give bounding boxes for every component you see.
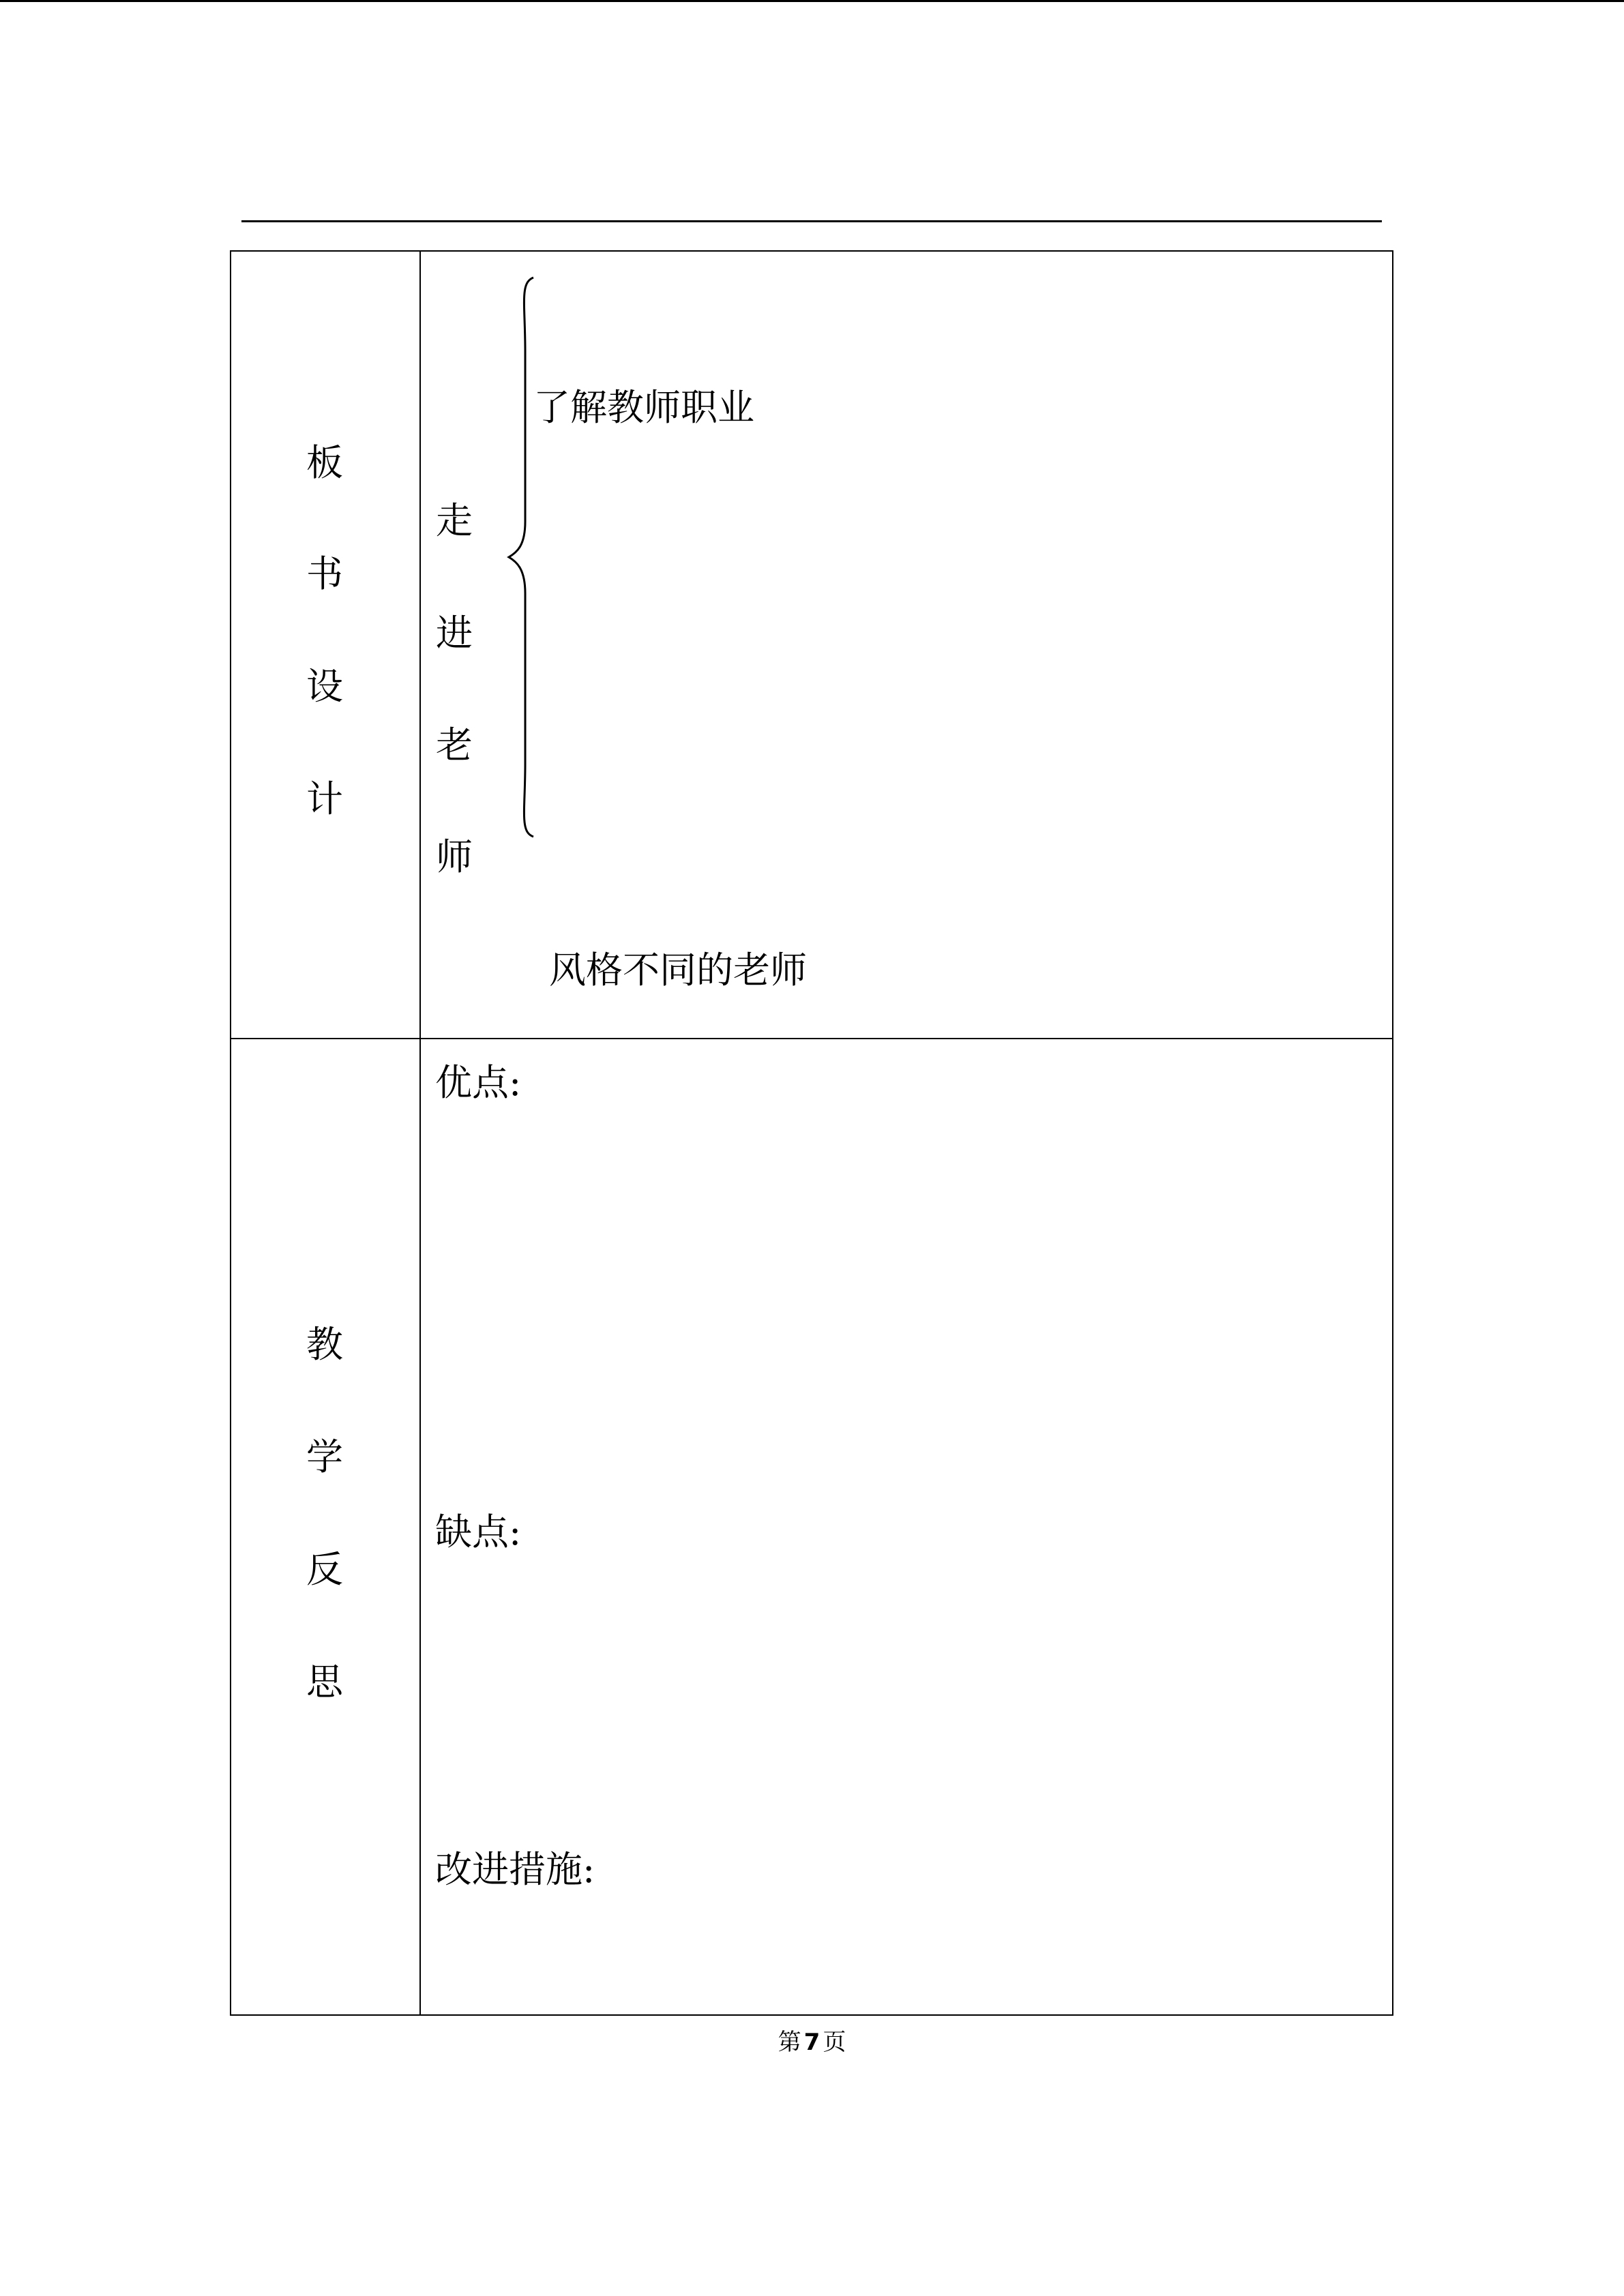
footer-suffix: 页 [823,2029,846,2056]
page-top-border [0,0,1624,2]
strengths-label: 优点: [435,1061,522,1104]
reflection-label-char: 教 [306,1323,343,1366]
board-branch-1: 了解教师职业 [533,386,754,429]
reflection-label-char: 学 [306,1435,343,1478]
lesson-table [230,250,1393,2016]
table-row-divider [230,1038,1393,1039]
reflection-label-char: 思 [306,1660,343,1703]
board-topic-char: 走 [436,499,473,542]
board-topic-char: 进 [436,612,473,655]
board-design-label-char: 设 [306,665,343,708]
page-footer [0,2029,1624,2056]
footer-prefix: 第 [778,2029,801,2056]
page-number: 7 [803,2029,821,2056]
board-branch-2: 风格不同的老师 [549,949,807,992]
board-design-label-char: 书 [306,552,343,595]
board-design-label-char: 计 [306,777,343,820]
header-rule [241,220,1382,222]
curly-brace-icon [505,276,539,839]
table-column-divider [419,250,421,2016]
board-topic-char: 老 [436,724,473,766]
board-topic-char: 师 [436,835,473,878]
board-design-label-char: 板 [306,441,343,484]
improvements-label: 改进措施: [435,1848,595,1891]
weaknesses-label: 缺点: [435,1510,522,1553]
reflection-label-char: 反 [306,1548,343,1591]
